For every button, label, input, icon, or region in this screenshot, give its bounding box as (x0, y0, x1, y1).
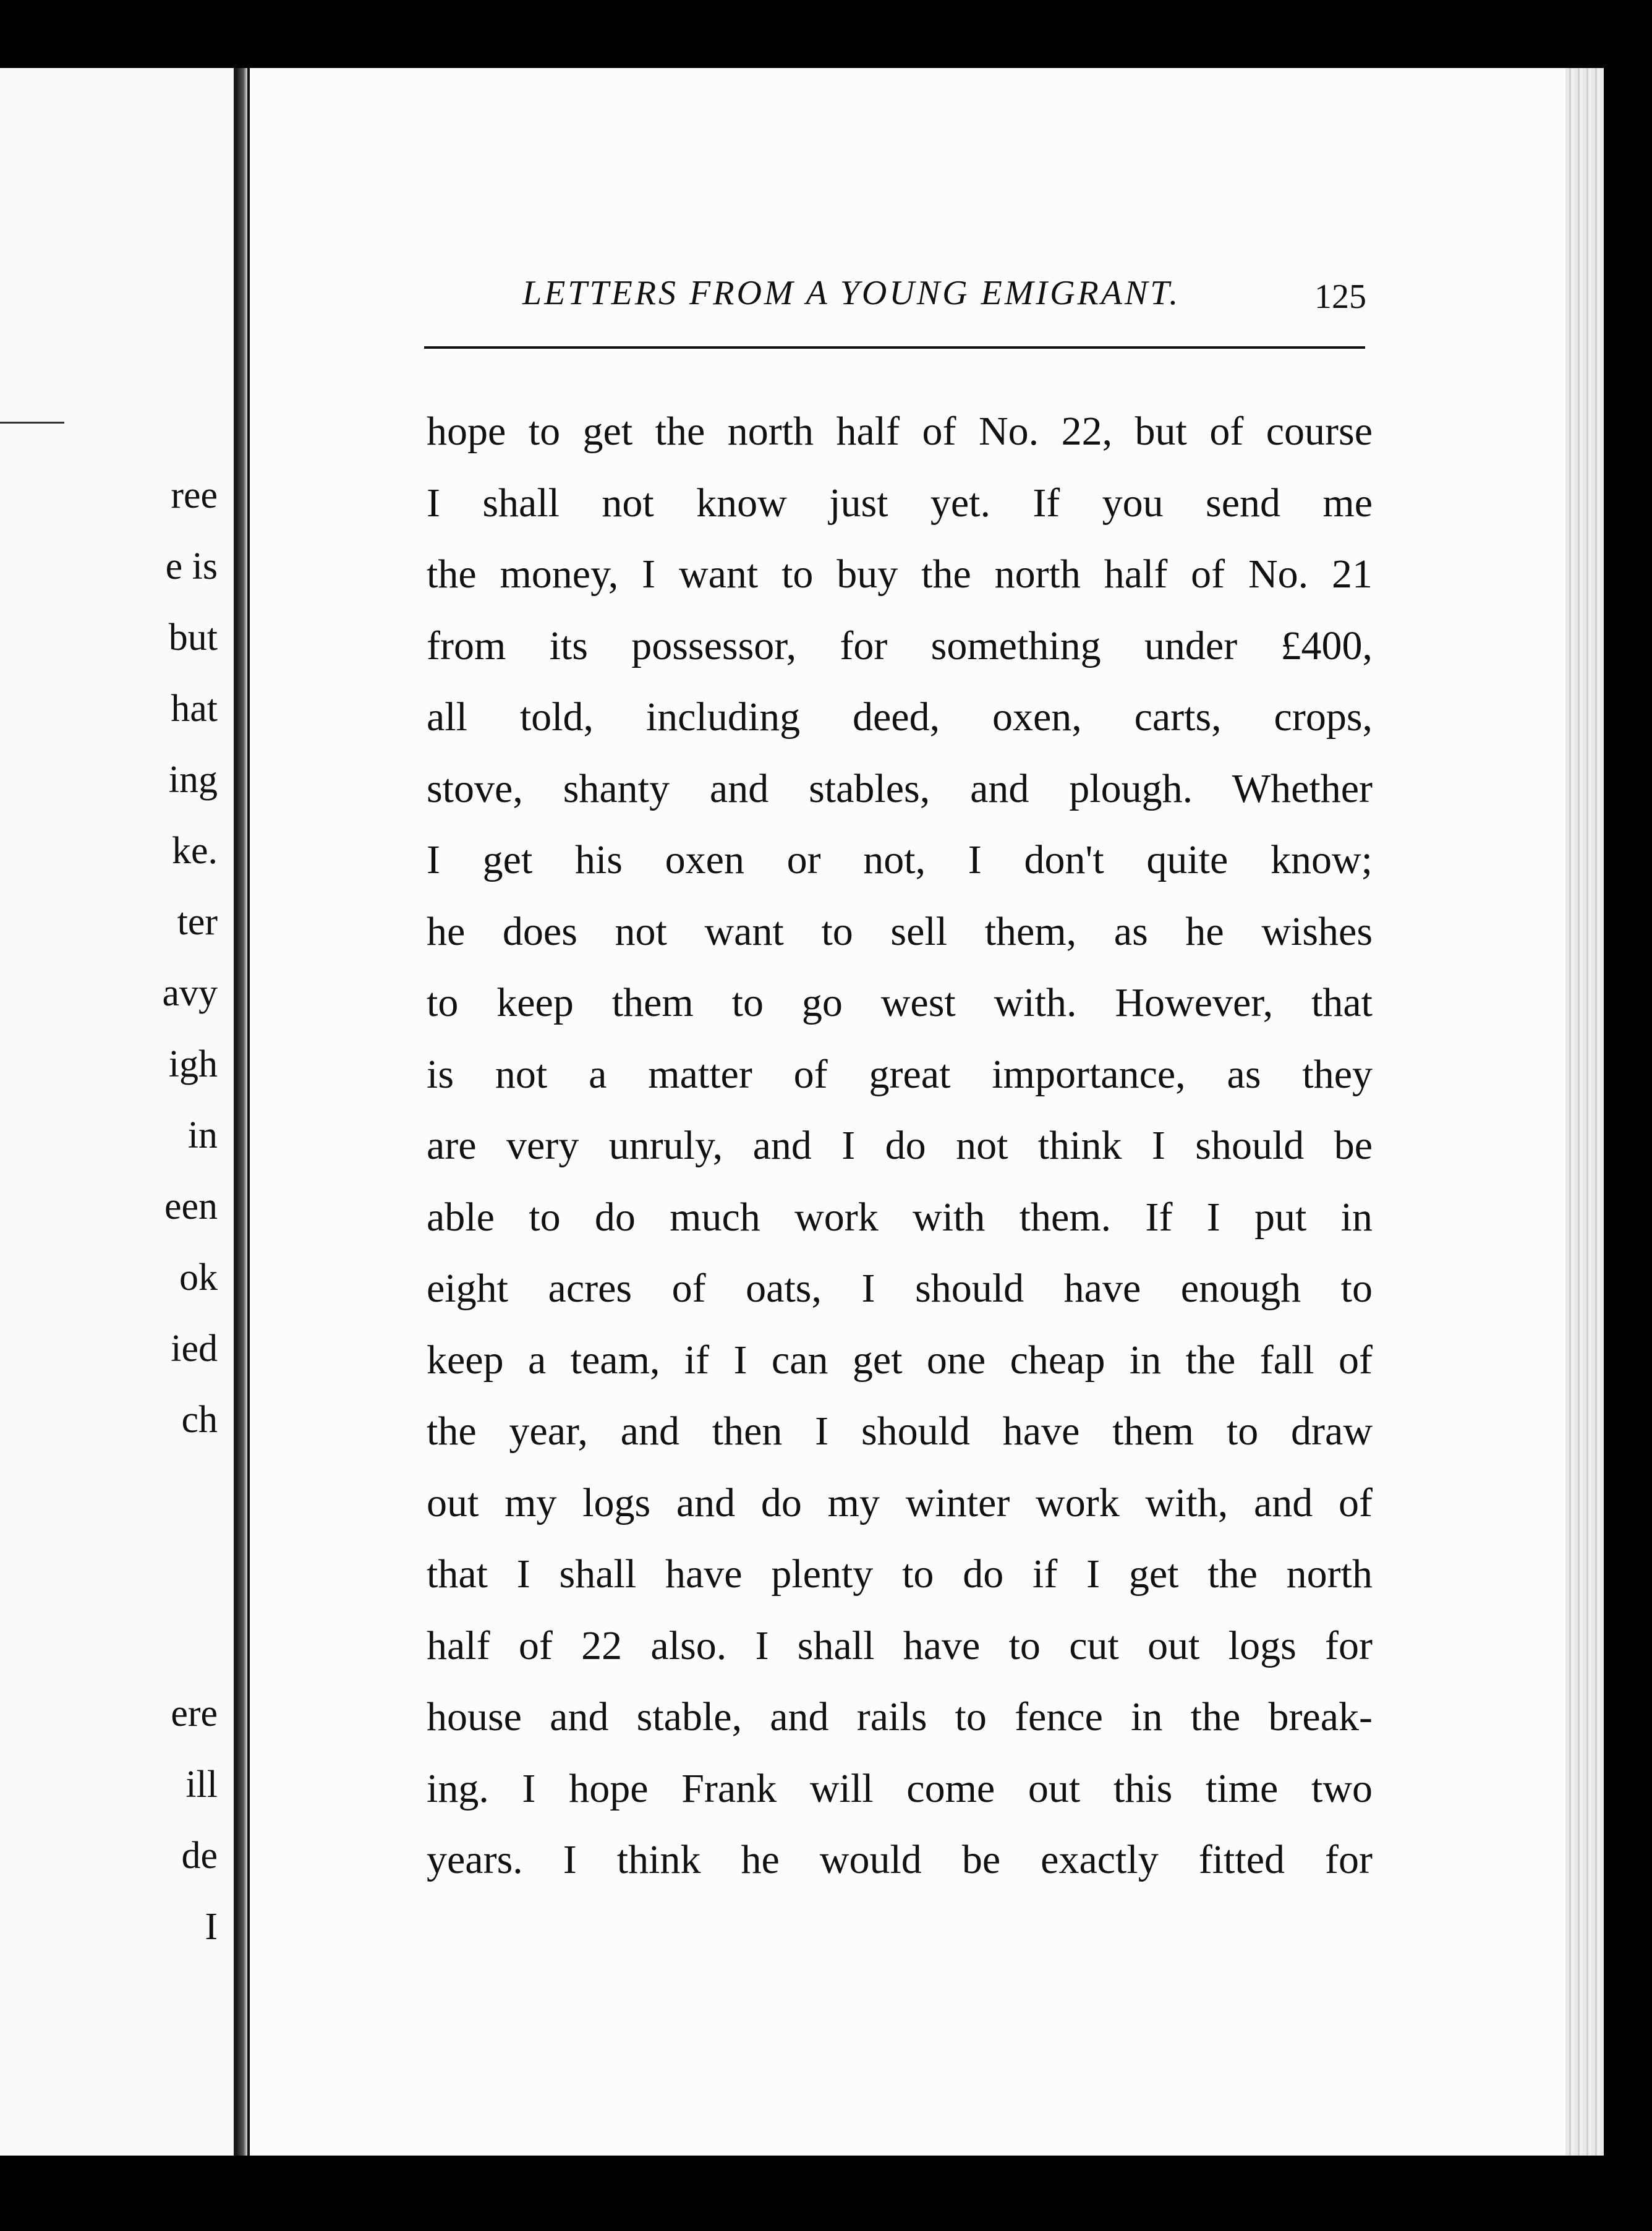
fragment-line: de (181, 1835, 218, 1877)
text-line: all told, including deed, oxen, carts, crops, (427, 694, 1373, 740)
fragment-line: ill (185, 1764, 218, 1806)
running-title: LETTERS FROM A YOUNG EMIGRANT. (522, 274, 1181, 312)
text-line: he does not want to sell them, as he wishes (427, 908, 1373, 954)
text-line: house and stable, and rails to fence in the break- (427, 1694, 1373, 1739)
fragment-line: ing (168, 759, 218, 801)
book-gutter (237, 68, 247, 2156)
previous-page-fragment (0, 68, 237, 2156)
text-line: years. I think he would be exactly fitted for (427, 1837, 1373, 1882)
fragment-line: ree (171, 474, 218, 516)
text-line: hope to get the north half of No. 22, but of course (427, 409, 1373, 454)
fragment-line: e is (165, 545, 218, 587)
fragment-line: ok (179, 1256, 218, 1299)
text-line: out my logs and do my winter work with, and of (427, 1480, 1373, 1525)
fragment-line: I (205, 1906, 218, 1948)
text-line: able to do much work with them. If I put in (427, 1194, 1373, 1240)
running-head (427, 266, 1366, 322)
previous-page-head-rule (0, 422, 64, 424)
fragment-line: ke. (171, 830, 218, 872)
fragment-line: ter (177, 901, 218, 943)
fragment-line: ere (171, 1692, 218, 1734)
fragment-line: ch (181, 1399, 218, 1441)
fragment-line: but (168, 616, 218, 659)
fragment-line: een (164, 1185, 218, 1227)
text-line: stove, shanty and stables, and plough. Whether (427, 766, 1373, 811)
text-line: the money, I want to buy the north half of No. 21 (427, 552, 1373, 597)
fragment-line: hat (171, 688, 218, 730)
text-line: ing. I hope Frank will come out this time two (427, 1765, 1373, 1811)
page-edge-stack (1565, 68, 1604, 2156)
text-line: the year, and then I should have them to draw (427, 1409, 1373, 1454)
text-line: half of 22 also. I shall have to cut out logs for (427, 1623, 1373, 1668)
text-line: to keep them to go west with. However, that (427, 980, 1373, 1025)
text-line: eight acres of oats, I should have enough to (427, 1266, 1373, 1311)
text-line: keep a team, if I can get one cheap in the fall of (427, 1337, 1373, 1383)
fragment-line: ied (171, 1328, 218, 1370)
page-number: 125 (1314, 278, 1366, 316)
fragment-line: avy (162, 972, 218, 1014)
text-line: is not a matter of great importance, as they (427, 1051, 1373, 1097)
head-rule (424, 346, 1365, 349)
text-line: are very unruly, and I do not think I should be (427, 1123, 1373, 1168)
fragment-line: igh (168, 1043, 218, 1085)
body-text (427, 396, 1373, 1896)
text-line: that I shall have plenty to do if I get the north (427, 1551, 1373, 1597)
text-line: from its possessor, for something under £400, (427, 623, 1373, 668)
fragment-line: in (187, 1114, 218, 1156)
text-line: I get his oxen or not, I don't quite know; (427, 837, 1373, 882)
text-line: I shall not know just yet. If you send me (427, 480, 1373, 526)
